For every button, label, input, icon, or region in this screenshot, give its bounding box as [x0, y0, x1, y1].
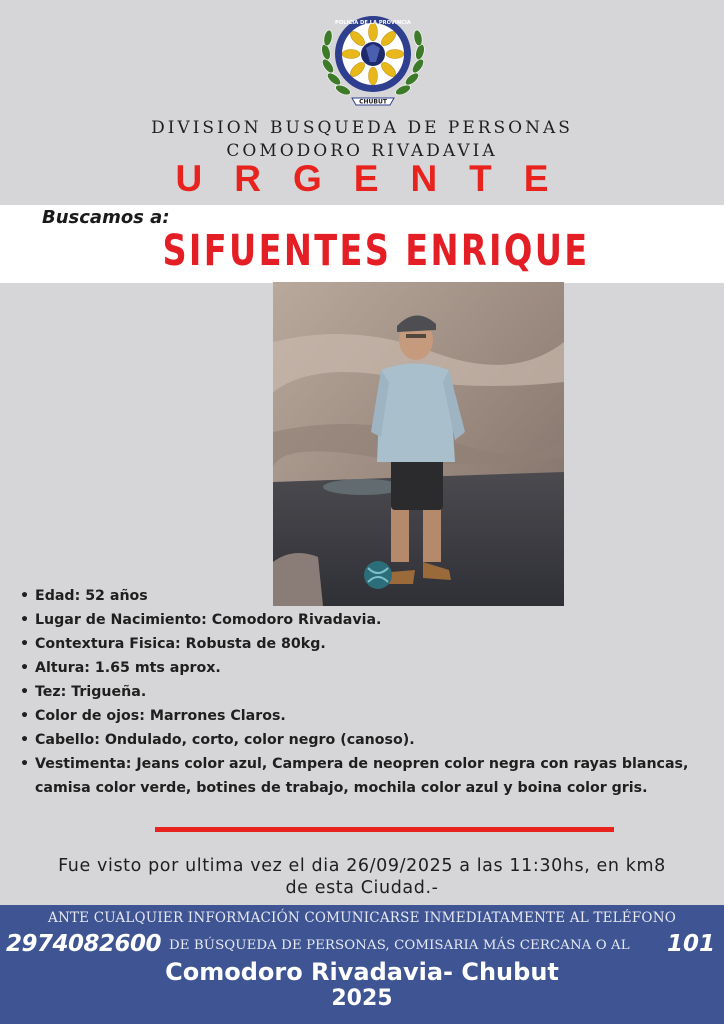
- phone-number[interactable]: 2974082600: [6, 931, 162, 957]
- person-photo: [273, 282, 564, 606]
- contact-instruction-line2: DE BÚSQUEDA DE PERSONAS, COMISARIA MÁS CERCANA O AL: [169, 938, 630, 953]
- detail-clothing: • Vestimenta: Jeans color azul, Campera de neopren color negra con rayas blancas, camisa color verde, botines de trabajo, mochila color azul y boina color gris.: [35, 752, 724, 800]
- last-seen-line1: Fue visto por ultima vez el dia 26/09/2025 a las 11:30hs, en km8: [58, 856, 666, 876]
- last-seen-line2: de esta Ciudad.-: [285, 878, 439, 898]
- city-subtitle: COMODORO RIVADAVIA: [226, 141, 498, 161]
- footer-city: Comodoro Rivadavia- Chubut: [165, 958, 559, 986]
- police-logo: [316, 4, 430, 114]
- detail-birthplace: • Lugar de Nacimiento: Comodoro Rivadavia.: [35, 608, 724, 632]
- division-title: DIVISION BUSQUEDA DE PERSONAS: [151, 118, 573, 138]
- red-divider: [155, 827, 614, 832]
- detail-build: • Contextura Fisica: Robusta de 80kg.: [35, 632, 724, 656]
- search-intro: Buscamos a:: [42, 207, 170, 228]
- urgent-heading: URGENTE: [175, 158, 581, 199]
- detail-complexion: • Tez: Trigueña.: [35, 680, 724, 704]
- detail-eye-color: • Color de ojos: Marrones Claros.: [35, 704, 724, 728]
- detail-height: • Altura: 1.65 mts aprox.: [35, 656, 724, 680]
- logo-ring-text: POLICIA DE LA PROVINCIA: [335, 20, 411, 26]
- footer-year: 2025: [331, 986, 393, 1011]
- detail-age: • Edad: 52 años: [35, 584, 724, 608]
- missing-person-name: SIFUENTES ENRIQUE: [162, 226, 590, 276]
- emergency-number[interactable]: 101: [667, 931, 716, 957]
- detail-hair: • Cabello: Ondulado, corto, color negro (canoso).: [35, 728, 724, 752]
- logo-ribbon-text: CHUBUT: [359, 98, 387, 106]
- last-seen-text: [0, 855, 724, 899]
- contact-instruction-line1: ANTE CUALQUIER INFORMACIÓN COMUNICARSE INMEDIATAMENTE AL TELÉFONO: [48, 910, 676, 926]
- details-list: [19, 584, 724, 800]
